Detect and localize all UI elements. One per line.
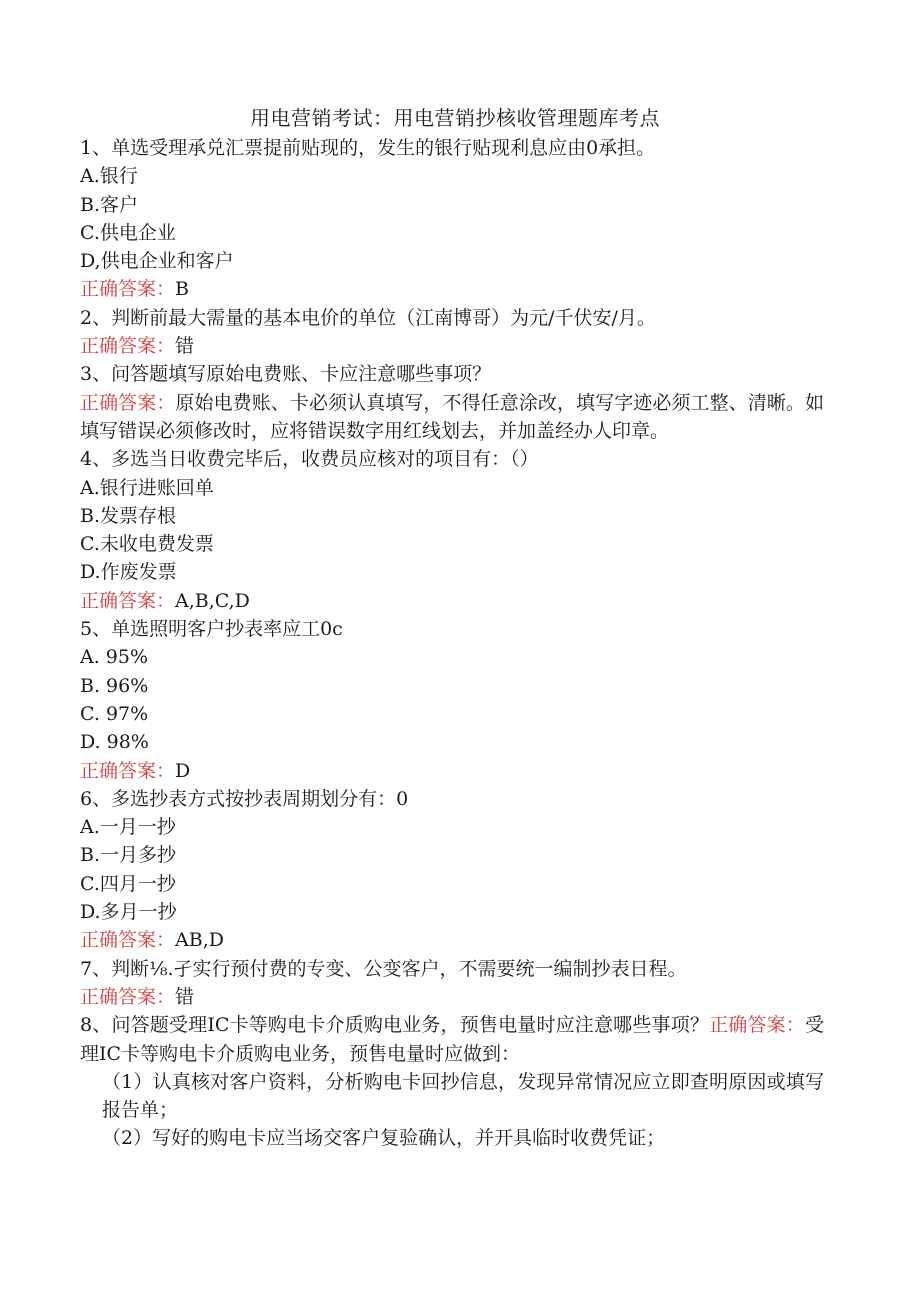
text-line: 2、判断前最大需量的基本电价的单位（江南博哥）为元/千伏安/月。 [80,306,656,329]
answer-value: AB,D [175,929,224,952]
answer-line [80,332,824,360]
text-line: A.银行 [80,165,138,188]
answer-label: 正确答案： [80,929,176,952]
answer-label: 正确答案： [80,391,176,414]
text-line: D.多月一抄 [80,901,177,924]
answer-value: 错 [175,985,195,1008]
answer-value: 原始电费账、卡必须认真填写，不得任意涂改，填写字迹必须工整、清晰。如填写错误必须修改时，应将错误数字用红线划去，并加盖经办人印章。 [80,391,824,442]
text-line: B. 96% [80,674,149,697]
answer-label: 正确答案： [80,985,176,1008]
indented-paragraph: （2）写好的购电卡应当场交客户复验确认，并开具临时收费凭证； [102,1127,666,1150]
text-line: 1、单选受理承兑汇票提前贴现的，发生的银行贴现利息应由0承担。 [80,137,656,159]
text-line: B.一月多抄 [80,844,177,867]
question-with-answer [80,1011,824,1068]
answer-line [80,275,824,303]
text-line: 7、判断⅛.孑实行预付费的专变、公变客户，不需要统一编制抄表日程。 [80,957,687,980]
answer-value: A,B,C,D [175,589,250,612]
text-line: A.银行进账回单 [80,476,214,499]
document-body [80,134,824,1153]
answer-value: 错 [175,335,195,358]
page-title: 用电营销考试：用电营销抄核收管理题库考点 [250,106,660,130]
text-line: 3、问答题填写原始电费账、卡应注意哪些事项？ [80,363,492,386]
text-line: D. 98% [80,731,149,754]
indented-paragraph: （1）认真核对客户资料，分析购电卡回抄信息，发现异常情况应立即查明原因或填写报告单； [102,1070,824,1122]
question-text: 8、问答题受理IC卡等购电卡介质购电业务，预售电量时应注意哪些事项？ [80,1014,710,1037]
text-line: 4、多选当日收费完毕后，收费员应核对的项目有：（） [80,448,539,471]
answer-value: D [175,759,191,782]
text-line: D.作废发票 [80,561,177,584]
answer-line [80,926,824,954]
answer-value: 受理IC卡等购电卡介质购电业务，预售电量时应做到： [80,1014,824,1065]
answer-label: 正确答案： [80,589,176,612]
text-line: 6、多选抄表方式按抄表周期划分有：0 [80,787,409,810]
answer-line [80,757,824,785]
text-line: 5、单选照明客户抄表率应工0c [80,618,343,641]
text-line: A. 95% [80,646,149,669]
text-line: D,供电企业和客户 [80,250,234,273]
answer-paragraph [80,389,824,446]
answer-line [80,983,824,1011]
answer-label: 正确答案： [80,335,176,358]
text-line: B.发票存根 [80,504,177,527]
text-line: C.四月一抄 [80,872,176,895]
text-line: C.供电企业 [80,221,176,244]
text-line: B.客户 [80,193,139,216]
text-line: C.未收电费发票 [80,533,214,556]
answer-label: 正确答案： [80,759,176,782]
text-line: A.一月一抄 [80,816,176,839]
text-line: C. 97% [80,702,149,725]
answer-line [80,587,824,615]
answer-value: B [175,278,189,301]
answer-label: 正确答案： [709,1014,805,1037]
answer-label: 正确答案： [80,278,176,301]
